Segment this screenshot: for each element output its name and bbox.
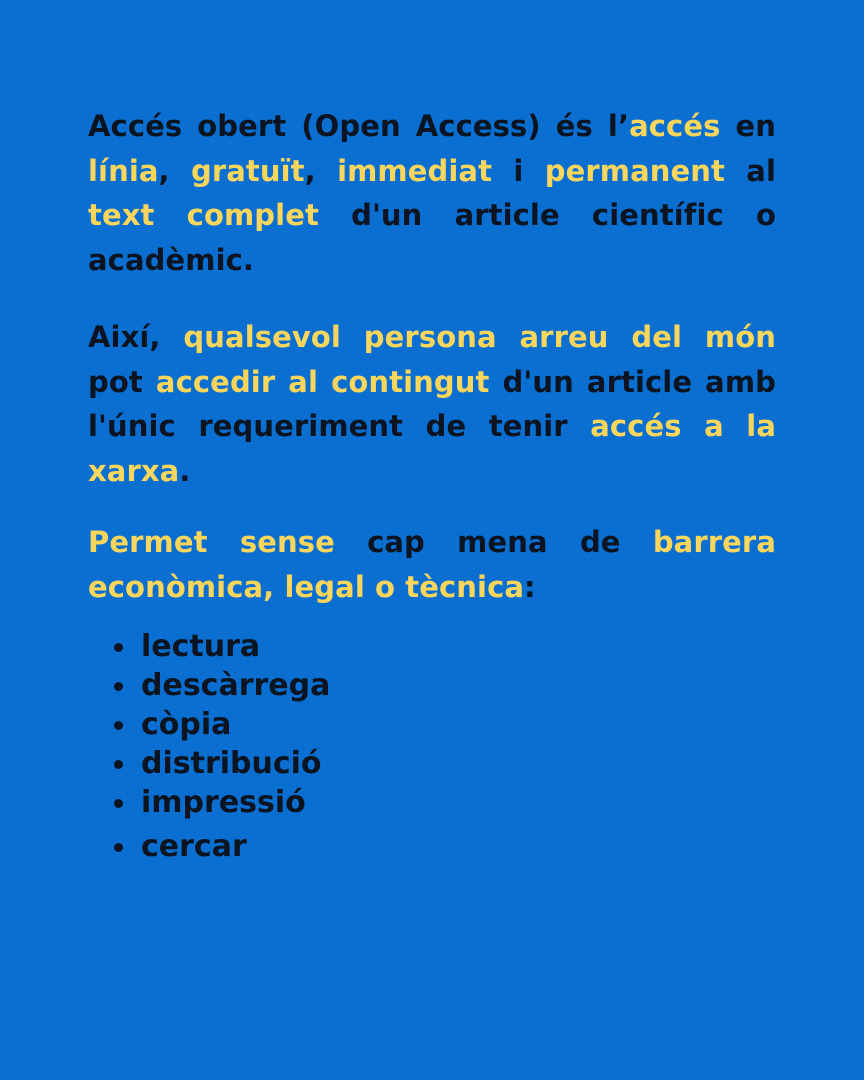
highlight-span: Permet sense <box>88 525 335 559</box>
text-span: pot <box>88 364 156 399</box>
highlight-span: qualsevol persona arreu del món <box>183 320 776 354</box>
paragraph-access <box>88 315 776 493</box>
list-item-label: distribució <box>141 746 322 781</box>
permissions-list <box>88 627 776 866</box>
highlight-span: línia <box>88 153 159 188</box>
highlight-span: permanent <box>544 153 725 188</box>
text-span: , <box>158 153 191 188</box>
text-span: al <box>724 153 777 188</box>
bullet-icon <box>114 760 123 769</box>
list-item-label: lectura <box>141 629 261 664</box>
list-item-label: còpia <box>141 707 232 742</box>
list-item <box>114 627 776 666</box>
text-span: i <box>492 153 545 188</box>
list-item <box>114 666 776 705</box>
list-item <box>114 827 776 866</box>
paragraph-definition <box>88 104 776 282</box>
text-span: en <box>720 109 776 143</box>
list-item <box>114 783 776 822</box>
highlight-span: text complet <box>88 198 319 232</box>
bullet-icon <box>114 643 123 652</box>
highlight-span: gratuït <box>190 153 305 188</box>
bullet-icon <box>114 799 123 808</box>
text-span: Accés obert (Open Access) és l’ <box>88 109 630 143</box>
highlight-span: accedir al contingut <box>155 364 490 399</box>
text-span: Així, <box>88 320 184 354</box>
text-span: d'un article científic o acadèmic. <box>88 198 776 277</box>
text-span: d'un article amb l'únic requeriment de tenir <box>88 364 777 443</box>
highlight-span: accés <box>629 109 721 143</box>
text-span: : <box>524 569 536 604</box>
list-item-label: impressió <box>141 785 306 820</box>
bullet-icon <box>114 682 123 691</box>
highlight-span: barrera econòmica, legal o tècnica <box>88 525 776 604</box>
paragraph-permits <box>88 520 776 609</box>
list-item-label: cercar <box>141 829 247 864</box>
text-span: cap mena de <box>334 525 653 559</box>
text-span: . <box>179 453 191 488</box>
bullet-icon <box>114 843 123 852</box>
list-item-label: descàrrega <box>141 668 331 703</box>
bullet-icon <box>114 721 123 730</box>
text-span: , <box>304 153 338 188</box>
list-item <box>114 705 776 744</box>
list-item <box>114 744 776 783</box>
highlight-span: immediat <box>337 153 493 188</box>
highlight-span: accés a la xarxa <box>88 409 777 488</box>
